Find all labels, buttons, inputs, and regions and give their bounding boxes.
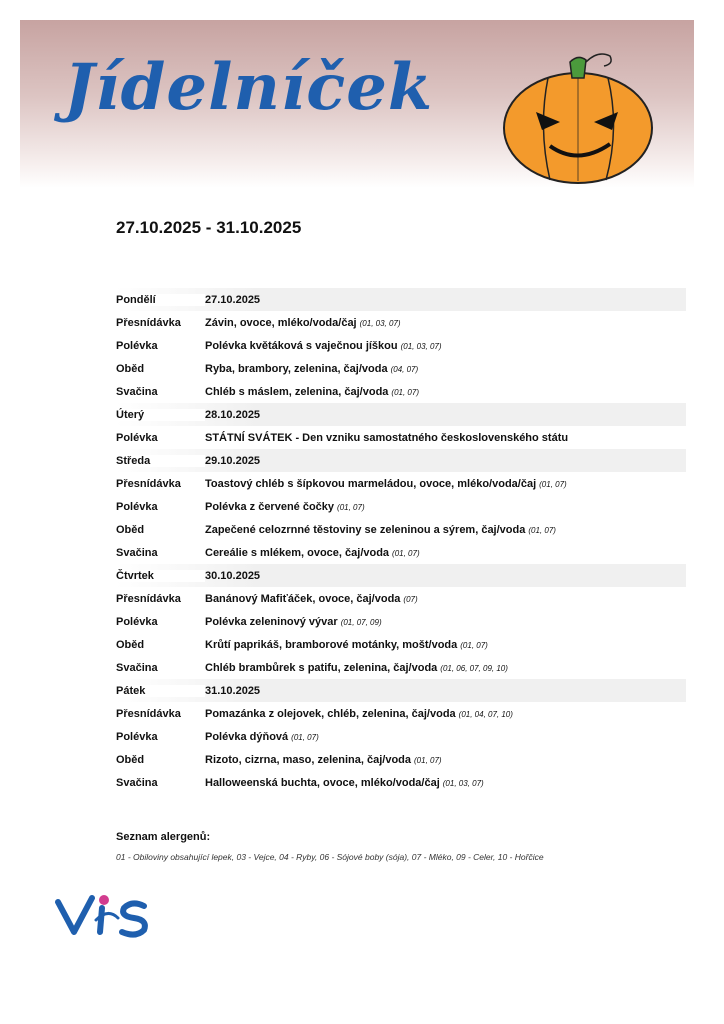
- meal-type: Svačina: [116, 546, 158, 559]
- meal-text: Chléb s máslem, zelenina, čaj/voda: [205, 385, 389, 398]
- meal-row: [116, 357, 686, 380]
- day-header-row: [116, 288, 686, 311]
- meal-text: Zapečené celozrnné těstoviny se zeleninou a sýrem, čaj/voda: [205, 523, 526, 536]
- allergen-codes: (01, 03, 07): [442, 778, 484, 788]
- meal-type: Přesnídávka: [116, 316, 181, 329]
- meal-text: Halloweenská buchta, ovoce, mléko/voda/čaj: [205, 776, 440, 789]
- meal-type: Svačina: [116, 661, 158, 674]
- meal-type: Polévka: [116, 730, 158, 743]
- meal-text: Polévka zeleninový vývar: [205, 615, 338, 628]
- meal-row: [116, 633, 686, 656]
- meal-row: [116, 472, 686, 495]
- allergen-codes: (01, 07, 09): [340, 617, 382, 627]
- meal-cell: [205, 524, 686, 536]
- vis-logo: [52, 890, 156, 940]
- allergen-codes: (01, 06, 07, 09, 10): [440, 663, 508, 673]
- meal-cell: [205, 547, 686, 559]
- allergen-codes: (01, 07): [414, 755, 442, 765]
- allergen-codes: (01, 07): [291, 732, 319, 742]
- meal-cell: [205, 432, 686, 444]
- meal-text: Toastový chléb s šípkovou marmeládou, ovoce, mléko/voda/čaj: [205, 477, 537, 490]
- meal-text: Rizoto, cizrna, maso, zelenina, čaj/voda: [205, 753, 412, 766]
- meal-text: Cereálie s mlékem, ovoce, čaj/voda: [205, 546, 390, 559]
- meal-text: Ryba, brambory, zelenina, čaj/voda: [205, 362, 388, 375]
- day-name: Čtvrtek: [116, 570, 205, 582]
- meal-text: Banánový Mafiťáček, ovoce, čaj/voda: [205, 592, 401, 605]
- allergen-codes: (04, 07): [390, 364, 419, 374]
- meal-type: Polévka: [116, 339, 158, 352]
- day-name: Úterý: [116, 409, 205, 421]
- meal-cell: [205, 777, 686, 789]
- allergens-list: 01 - Obiloviny obsahující lepek, 03 - Vejce, 04 - Ryby, 06 - Sójové boby (sója), 07 - Mléko, 09 - Celer, 10 - Hořčice: [116, 852, 544, 862]
- meal-row: [116, 771, 686, 794]
- meal-text: Polévka květáková s vaječnou jíškou: [205, 339, 398, 352]
- meal-type: Oběd: [116, 753, 145, 766]
- meal-cell: [205, 317, 686, 329]
- meal-text: Závin, ovoce, mléko/voda/čaj: [205, 316, 357, 329]
- date-text: 28.10.2025: [205, 408, 261, 421]
- meal-cell: [205, 340, 686, 352]
- allergen-codes: (01, 03, 07): [400, 341, 442, 351]
- day-date: [205, 294, 686, 306]
- meal-cell: [205, 639, 686, 651]
- meal-type: Přesnídávka: [116, 477, 181, 490]
- allergen-codes: (01, 07): [392, 548, 420, 558]
- allergen-codes: (01, 07): [337, 502, 365, 512]
- meal-row: [116, 656, 686, 679]
- meal-row: [116, 725, 686, 748]
- meal-row: [116, 702, 686, 725]
- allergen-codes: (01, 07): [460, 640, 488, 650]
- meal-row: [116, 587, 686, 610]
- meal-type: Polévka: [116, 431, 158, 444]
- day-name: Pátek: [116, 685, 205, 697]
- meal-cell: [205, 386, 686, 398]
- meal-type: Polévka: [116, 500, 158, 513]
- meal-row: [116, 748, 686, 771]
- meal-row: [116, 334, 686, 357]
- meal-type: Přesnídávka: [116, 707, 181, 720]
- meal-cell: [205, 616, 686, 628]
- allergen-codes: (07): [403, 594, 418, 604]
- meal-cell: [205, 731, 686, 743]
- allergen-codes: (01, 03, 07): [359, 318, 401, 328]
- day-header-row: [116, 679, 686, 702]
- allergen-codes: (01, 07): [539, 479, 567, 489]
- allergen-codes: (01, 04, 07, 10): [458, 709, 513, 719]
- allergen-codes: (01, 07): [391, 387, 419, 397]
- date-text: 31.10.2025: [205, 684, 261, 697]
- meal-type: Polévka: [116, 615, 158, 628]
- meal-text: Chléb brambůrek s patifu, zelenina, čaj/voda: [205, 661, 438, 674]
- meal-text: Polévka dýňová: [205, 730, 289, 743]
- meal-cell: [205, 754, 686, 766]
- meal-cell: [205, 593, 686, 605]
- meal-type: Oběd: [116, 638, 145, 651]
- meal-text: Polévka z červené čočky: [205, 500, 335, 513]
- meal-row: [116, 541, 686, 564]
- day-date: [205, 685, 686, 697]
- meal-text: Pomazánka z olejovek, chléb, zelenina, čaj/voda: [205, 707, 456, 720]
- meal-cell: [205, 363, 686, 375]
- day-date: [205, 570, 686, 582]
- day-header-row: [116, 564, 686, 587]
- meal-text: STÁTNÍ SVÁTEK - Den vzniku samostatného československého státu: [205, 431, 569, 444]
- day-date: [205, 409, 686, 421]
- date-text: 29.10.2025: [205, 454, 261, 467]
- meal-type: Svačina: [116, 385, 158, 398]
- date-range: 27.10.2025 - 31.10.2025: [116, 218, 302, 237]
- day-name: Středa: [116, 455, 205, 467]
- meal-cell: [205, 501, 686, 513]
- header-banner: [20, 20, 694, 188]
- meal-row: [116, 495, 686, 518]
- meal-type: Oběd: [116, 523, 145, 536]
- meal-cell: [205, 478, 686, 490]
- meal-cell: [205, 708, 686, 720]
- meal-type: Oběd: [116, 362, 145, 375]
- date-text: 30.10.2025: [205, 569, 261, 582]
- pumpkin-icon: [498, 48, 658, 188]
- day-header-row: [116, 403, 686, 426]
- meal-type: Přesnídávka: [116, 592, 181, 605]
- menu-table: [116, 288, 686, 794]
- meal-row: [116, 610, 686, 633]
- meal-cell: [205, 662, 686, 674]
- meal-row: [116, 426, 686, 449]
- allergens-title: Seznam alergenů:: [116, 831, 211, 843]
- meal-row: [116, 380, 686, 403]
- meal-row: [116, 311, 686, 334]
- page-title: Jídelníček: [64, 50, 434, 125]
- meal-row: [116, 518, 686, 541]
- day-header-row: [116, 449, 686, 472]
- meal-type: Svačina: [116, 776, 158, 789]
- day-date: [205, 455, 686, 467]
- meal-text: Krůtí paprikáš, bramborové motánky, mošt/voda: [205, 638, 458, 651]
- date-text: 27.10.2025: [205, 293, 261, 306]
- allergen-codes: (01, 07): [528, 525, 556, 535]
- day-name: Pondělí: [116, 294, 205, 306]
